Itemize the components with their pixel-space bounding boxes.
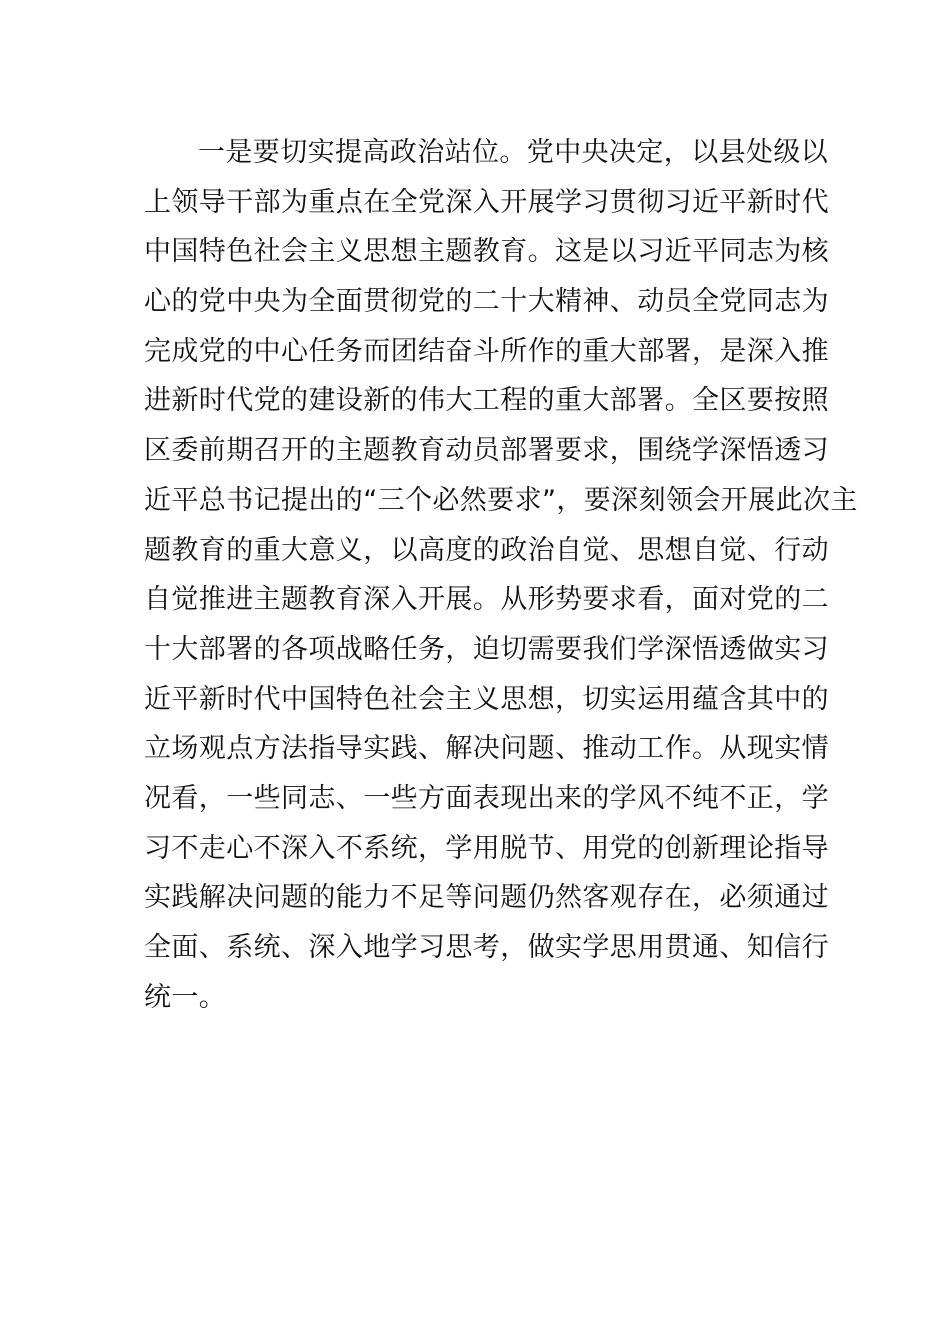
paragraph-line-6: 进新时代党的建设新的伟大工程的重大部署。全区要按照: [144, 385, 829, 417]
paragraph-line-11: 十大部署的各项战略任务，迫切需要我们学深悟透做实习: [144, 633, 829, 665]
paragraph-line-17: 全面、系统、深入地学习思考，做实学思用贯通、知信行: [144, 932, 829, 963]
paragraph-line-9: 题教育的重大意义，以高度的政治自觉、思想自觉、行动: [144, 534, 829, 566]
paragraph-line-4: 心的党中央为全面贯彻党的二十大精神、动员全党同志为: [144, 286, 829, 318]
paragraph-line-14: 况看，一些同志、一些方面表现出来的学风不纯不正，学: [144, 782, 829, 814]
paragraph-line-2: 上领导干部为重点在全党深入开展学习贯彻习近平新时代: [144, 186, 829, 218]
paragraph-line-7: 区委前期召开的主题教育动员部署要求，围绕学深悟透习: [144, 435, 829, 467]
paragraph-line-13: 立场观点方法指导实践、解决问题、推动工作。从现实情: [144, 733, 829, 765]
paragraph-line-8: 近平总书记提出的“三个必然要求”，要深刻领会开展此次主: [144, 484, 858, 516]
body-paragraph: [144, 128, 858, 1022]
paragraph-line-5: 完成党的中心任务而团结奋斗所作的重大部署，是深入推: [144, 335, 829, 367]
paragraph-line-15: 习不走心不深入不系统，学用脱节、用党的创新理论指导: [144, 832, 829, 864]
paragraph-line-16: 实践解决问题的能力不足等问题仍然客观存在，必须通过: [144, 882, 829, 914]
paragraph-line-10: 自觉推进主题教育深入开展。从形势要求看，面对党的二: [144, 584, 829, 616]
paragraph-line-18: 统一。: [144, 981, 227, 1013]
paragraph-line-1: 一是要切实提高政治站位。党中央决定，以县处级以: [198, 137, 829, 168]
paragraph-line-12: 近平新时代中国特色社会主义思想，切实运用蕴含其中的: [144, 683, 829, 715]
paragraph-line-3: 中国特色社会主义思想主题教育。这是以习近平同志为核: [144, 236, 829, 268]
